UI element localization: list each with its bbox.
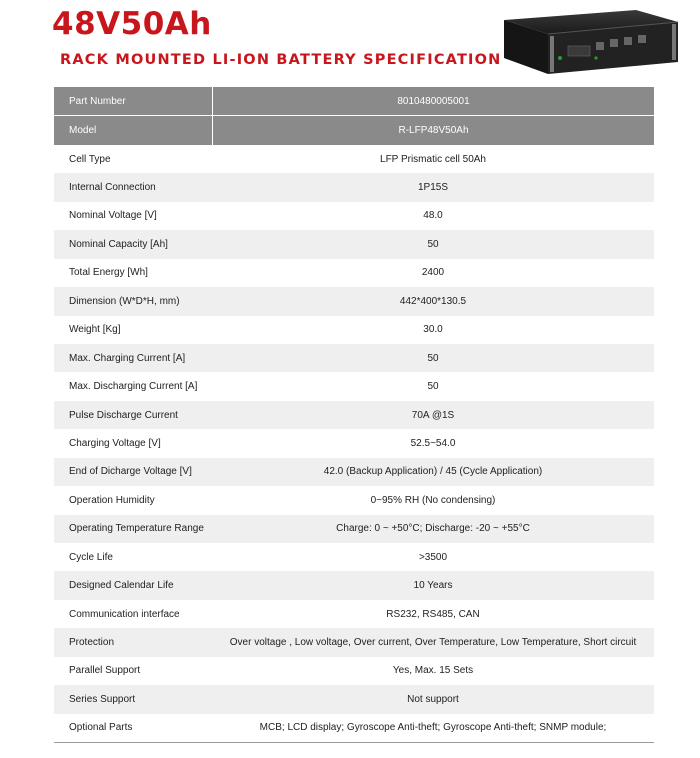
- row-value: 0~95% RH (No condensing): [370, 494, 496, 506]
- table-row: [54, 429, 654, 457]
- row-label: Max. Discharging Current [A]: [69, 381, 198, 393]
- table-row: [54, 685, 654, 713]
- row-value: Charge: 0 ~ +50°C; Discharge: -20 ~ +55°C: [336, 523, 530, 535]
- table-row: [54, 115, 654, 144]
- row-label: Total Energy [Wh]: [69, 267, 148, 279]
- table-row: [54, 173, 654, 201]
- row-label: Internal Connection: [69, 182, 156, 194]
- table-row: [54, 259, 654, 287]
- page-subtitle: RACK MOUNTED LI-ION BATTERY SPECIFICATION: [60, 52, 502, 68]
- row-value: 52.5~54.0: [410, 437, 456, 449]
- row-value: 8010480005001: [212, 87, 654, 115]
- row-label: Designed Calendar Life: [69, 580, 174, 592]
- table-row: [54, 515, 654, 543]
- row-value: 42.0 (Backup Application) / 45 (Cycle Application): [323, 466, 543, 478]
- table-row: [54, 401, 654, 429]
- row-label: Model: [69, 125, 97, 137]
- table-row: [54, 344, 654, 372]
- row-label: Cell Type: [69, 153, 111, 165]
- table-row: [54, 287, 654, 315]
- row-value: 50: [427, 381, 439, 393]
- table-row: [54, 145, 654, 173]
- row-value: Yes, Max. 15 Sets: [392, 665, 474, 677]
- table-row: [54, 458, 654, 486]
- table-row: [54, 316, 654, 344]
- table-row: [54, 571, 654, 599]
- row-value: MCB; LCD display; Gyroscope Anti-theft; Gyroscope Anti-theft; SNMP module;: [259, 722, 607, 734]
- row-label: Operation Humidity: [69, 494, 155, 506]
- specification-table: [54, 87, 654, 743]
- row-value: R-LFP48V50Ah: [212, 116, 654, 144]
- row-value: 50: [427, 352, 439, 364]
- row-label: Pulse Discharge Current: [69, 409, 178, 421]
- row-label: Operating Temperature Range: [69, 523, 204, 535]
- row-value: 30.0: [423, 324, 443, 336]
- row-label: Weight [Kg]: [69, 324, 121, 336]
- row-value: RS232, RS485, CAN: [386, 608, 480, 620]
- row-value: 442*400*130.5: [399, 295, 467, 307]
- row-value: >3500: [418, 551, 448, 563]
- table-row: [54, 87, 654, 115]
- row-label: Max. Charging Current [A]: [69, 352, 186, 364]
- row-label: Cycle Life: [69, 551, 113, 563]
- table-row: [54, 230, 654, 258]
- row-value: 48.0: [423, 210, 443, 222]
- row-value: 2400: [421, 267, 445, 279]
- row-value: 50: [427, 238, 439, 250]
- rack-battery-icon: [486, 6, 686, 80]
- row-value: Over voltage , Low voltage, Over current, Over Temperature, Low Temperature, Short circuit: [229, 637, 637, 649]
- table-row: [54, 628, 654, 656]
- row-label: Communication interface: [69, 608, 180, 620]
- row-label: Part Number: [69, 95, 126, 107]
- page-title: 48V50Ah: [52, 6, 212, 42]
- table-row: [54, 657, 654, 685]
- table-row: [54, 202, 654, 230]
- row-label: Protection: [69, 637, 115, 649]
- table-row: [54, 486, 654, 514]
- row-value: 1P15S: [417, 182, 449, 194]
- row-label: Nominal Capacity [Ah]: [69, 238, 168, 250]
- row-value: LFP Prismatic cell 50Ah: [380, 153, 486, 165]
- row-label: Parallel Support: [69, 665, 141, 677]
- table-row: [54, 543, 654, 571]
- row-label: Dimension (W*D*H, mm): [69, 295, 180, 307]
- row-label: Optional Parts: [69, 722, 133, 734]
- row-label: Series Support: [69, 693, 136, 705]
- row-label: Charging Voltage [V]: [69, 437, 161, 449]
- table-row: [54, 714, 654, 742]
- table-row: [54, 372, 654, 400]
- row-label: End of Dicharge Voltage [V]: [69, 466, 192, 478]
- row-value: Not support: [407, 693, 459, 705]
- row-value: 10 Years: [413, 580, 453, 592]
- row-label: Nominal Voltage [V]: [69, 210, 157, 222]
- table-row: [54, 600, 654, 628]
- row-value: 70A @1S: [411, 409, 455, 421]
